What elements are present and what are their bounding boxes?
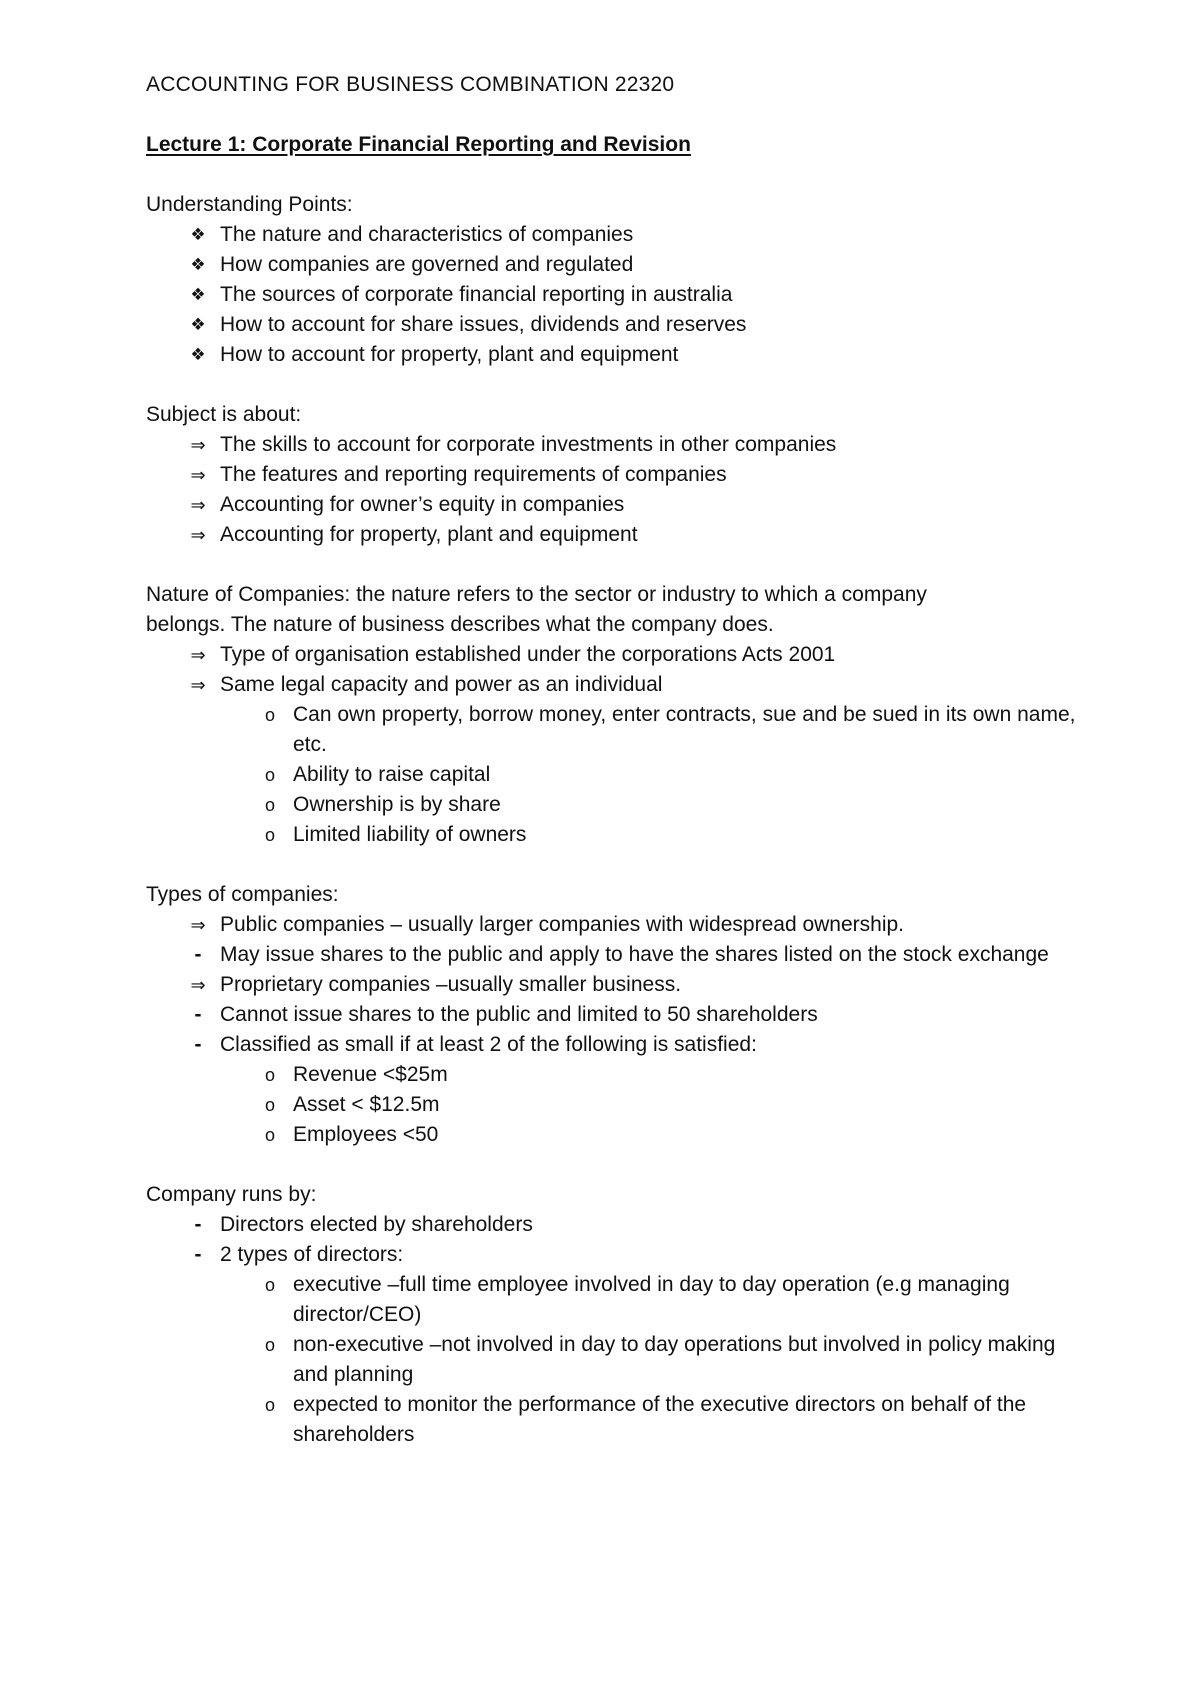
circle-bullet-icon: o — [264, 1095, 275, 1115]
diamond-bullet-icon: ❖ — [190, 345, 206, 364]
nature-intro-line: Nature of Companies: the nature refers to the sector or industry to which a company — [146, 583, 927, 606]
sub-list-item-text: non-executive –not involved in day to day operations but involved in policy making and planning — [293, 1333, 1056, 1386]
arrow-bullet-icon: ⇒ — [190, 975, 206, 995]
list-item-text: Type of organisation established under the corporations Acts 2001 — [220, 643, 836, 666]
list-item — [146, 1000, 1076, 1030]
sub-list-item — [146, 1270, 1076, 1330]
list-item — [146, 1240, 1076, 1270]
circle-bullet-icon: o — [264, 1065, 275, 1085]
list-item — [146, 250, 1076, 280]
list-item — [146, 1210, 1076, 1240]
sub-list-item — [146, 820, 1076, 850]
sub-list-item-text: Revenue <$25m — [293, 1063, 448, 1086]
arrow-bullet-icon: ⇒ — [190, 465, 206, 485]
circle-bullet-icon: o — [264, 825, 275, 845]
list-item-text: The sources of corporate financial reporting in australia — [220, 283, 733, 306]
arrow-bullet-icon: ⇒ — [190, 645, 206, 665]
arrow-bullet-icon: ⇒ — [190, 435, 206, 455]
sub-list-item — [146, 1330, 1076, 1390]
list-item — [146, 280, 1076, 310]
list-item-text: Accounting for property, plant and equipment — [220, 523, 638, 546]
dash-bullet-icon: - — [194, 1213, 202, 1236]
sub-list-item-text: expected to monitor the performance of the executive directors on behalf of the shareholders — [293, 1393, 1027, 1446]
list-item-text: How to account for property, plant and equipment — [220, 343, 679, 366]
list-item-text: Cannot issue shares to the public and limited to 50 shareholders — [220, 1003, 818, 1026]
list-item-text: Same legal capacity and power as an individual — [220, 673, 663, 696]
sub-list-item — [146, 760, 1076, 790]
list-item-text: Accounting for owner’s equity in companies — [220, 493, 625, 516]
arrow-bullet-icon: ⇒ — [190, 495, 206, 515]
dash-bullet-icon: - — [194, 1003, 202, 1026]
list-item — [146, 430, 1076, 460]
list-item — [146, 340, 1076, 370]
circle-bullet-icon: o — [264, 765, 275, 785]
circle-bullet-icon: o — [264, 1275, 275, 1295]
list-item — [146, 910, 1076, 940]
dash-bullet-icon: - — [194, 1033, 202, 1056]
list-item — [146, 640, 1076, 670]
list-item — [146, 490, 1076, 520]
sub-list-item-text: Employees <50 — [293, 1123, 439, 1146]
lecture-title: Lecture 1: Corporate Financial Reporting and Revision — [146, 133, 691, 156]
types-heading: Types of companies: — [146, 883, 339, 906]
diamond-bullet-icon: ❖ — [190, 315, 206, 334]
list-item-text: Public companies – usually larger companies with widespread ownership. — [220, 913, 905, 936]
sub-list-item-text: Can own property, borrow money, enter contracts, sue and be sued in its own name, etc. — [293, 703, 1076, 756]
sub-list-item-text: Limited liability of owners — [293, 823, 527, 846]
runs-heading: Company runs by: — [146, 1183, 317, 1206]
list-item — [146, 520, 1076, 550]
list-item — [146, 940, 1076, 970]
list-item-text: Classified as small if at least 2 of the following is satisfied: — [220, 1033, 757, 1056]
sub-list-item-text: Ability to raise capital — [293, 763, 491, 786]
list-item-text: 2 types of directors: — [220, 1243, 404, 1266]
list-item-text: The features and reporting requirements of companies — [220, 463, 727, 486]
circle-bullet-icon: o — [264, 705, 275, 725]
arrow-bullet-icon: ⇒ — [190, 915, 206, 935]
sub-list-item — [146, 1060, 1076, 1090]
list-item — [146, 1030, 1076, 1060]
circle-bullet-icon: o — [264, 1395, 275, 1415]
list-item — [146, 460, 1076, 490]
list-item — [146, 220, 1076, 250]
list-item — [146, 310, 1076, 340]
circle-bullet-icon: o — [264, 1335, 275, 1355]
list-item-text: May issue shares to the public and apply to have the shares listed on the stock exchange — [220, 943, 1049, 966]
sub-list-item — [146, 1390, 1076, 1450]
dash-bullet-icon: - — [194, 1243, 202, 1266]
circle-bullet-icon: o — [264, 795, 275, 815]
diamond-bullet-icon: ❖ — [190, 255, 206, 274]
sub-list-item-text: executive –full time employee involved in day to day operation (e.g managing director/CEO) — [293, 1273, 1010, 1326]
sub-list-item-text: Ownership is by share — [293, 793, 501, 816]
sub-list-item — [146, 700, 1076, 760]
list-item-text: How to account for share issues, dividends and reserves — [220, 313, 747, 336]
arrow-bullet-icon: ⇒ — [190, 525, 206, 545]
subject-heading: Subject is about: — [146, 403, 302, 426]
circle-bullet-icon: o — [264, 1125, 275, 1145]
sub-list-item-text: Asset < $12.5m — [293, 1093, 440, 1116]
sub-list-item — [146, 790, 1076, 820]
understanding-heading: Understanding Points: — [146, 193, 353, 216]
course-title: ACCOUNTING FOR BUSINESS COMBINATION 22320 — [146, 73, 675, 96]
list-item — [146, 670, 1076, 700]
list-item-text: Directors elected by shareholders — [220, 1213, 533, 1236]
list-item-text: The skills to account for corporate investments in other companies — [220, 433, 837, 456]
list-item-text: Proprietary companies –usually smaller business. — [220, 973, 682, 996]
sub-list-item — [146, 1090, 1076, 1120]
list-item-text: The nature and characteristics of companies — [220, 223, 634, 246]
list-item-text: How companies are governed and regulated — [220, 253, 634, 276]
arrow-bullet-icon: ⇒ — [190, 675, 206, 695]
nature-intro-line: belongs. The nature of business describes what the company does. — [146, 613, 774, 636]
dash-bullet-icon: - — [194, 943, 202, 966]
diamond-bullet-icon: ❖ — [190, 285, 206, 304]
sub-list-item — [146, 1120, 1076, 1150]
list-item — [146, 970, 1076, 1000]
diamond-bullet-icon: ❖ — [190, 225, 206, 244]
document-page — [146, 70, 1076, 1450]
